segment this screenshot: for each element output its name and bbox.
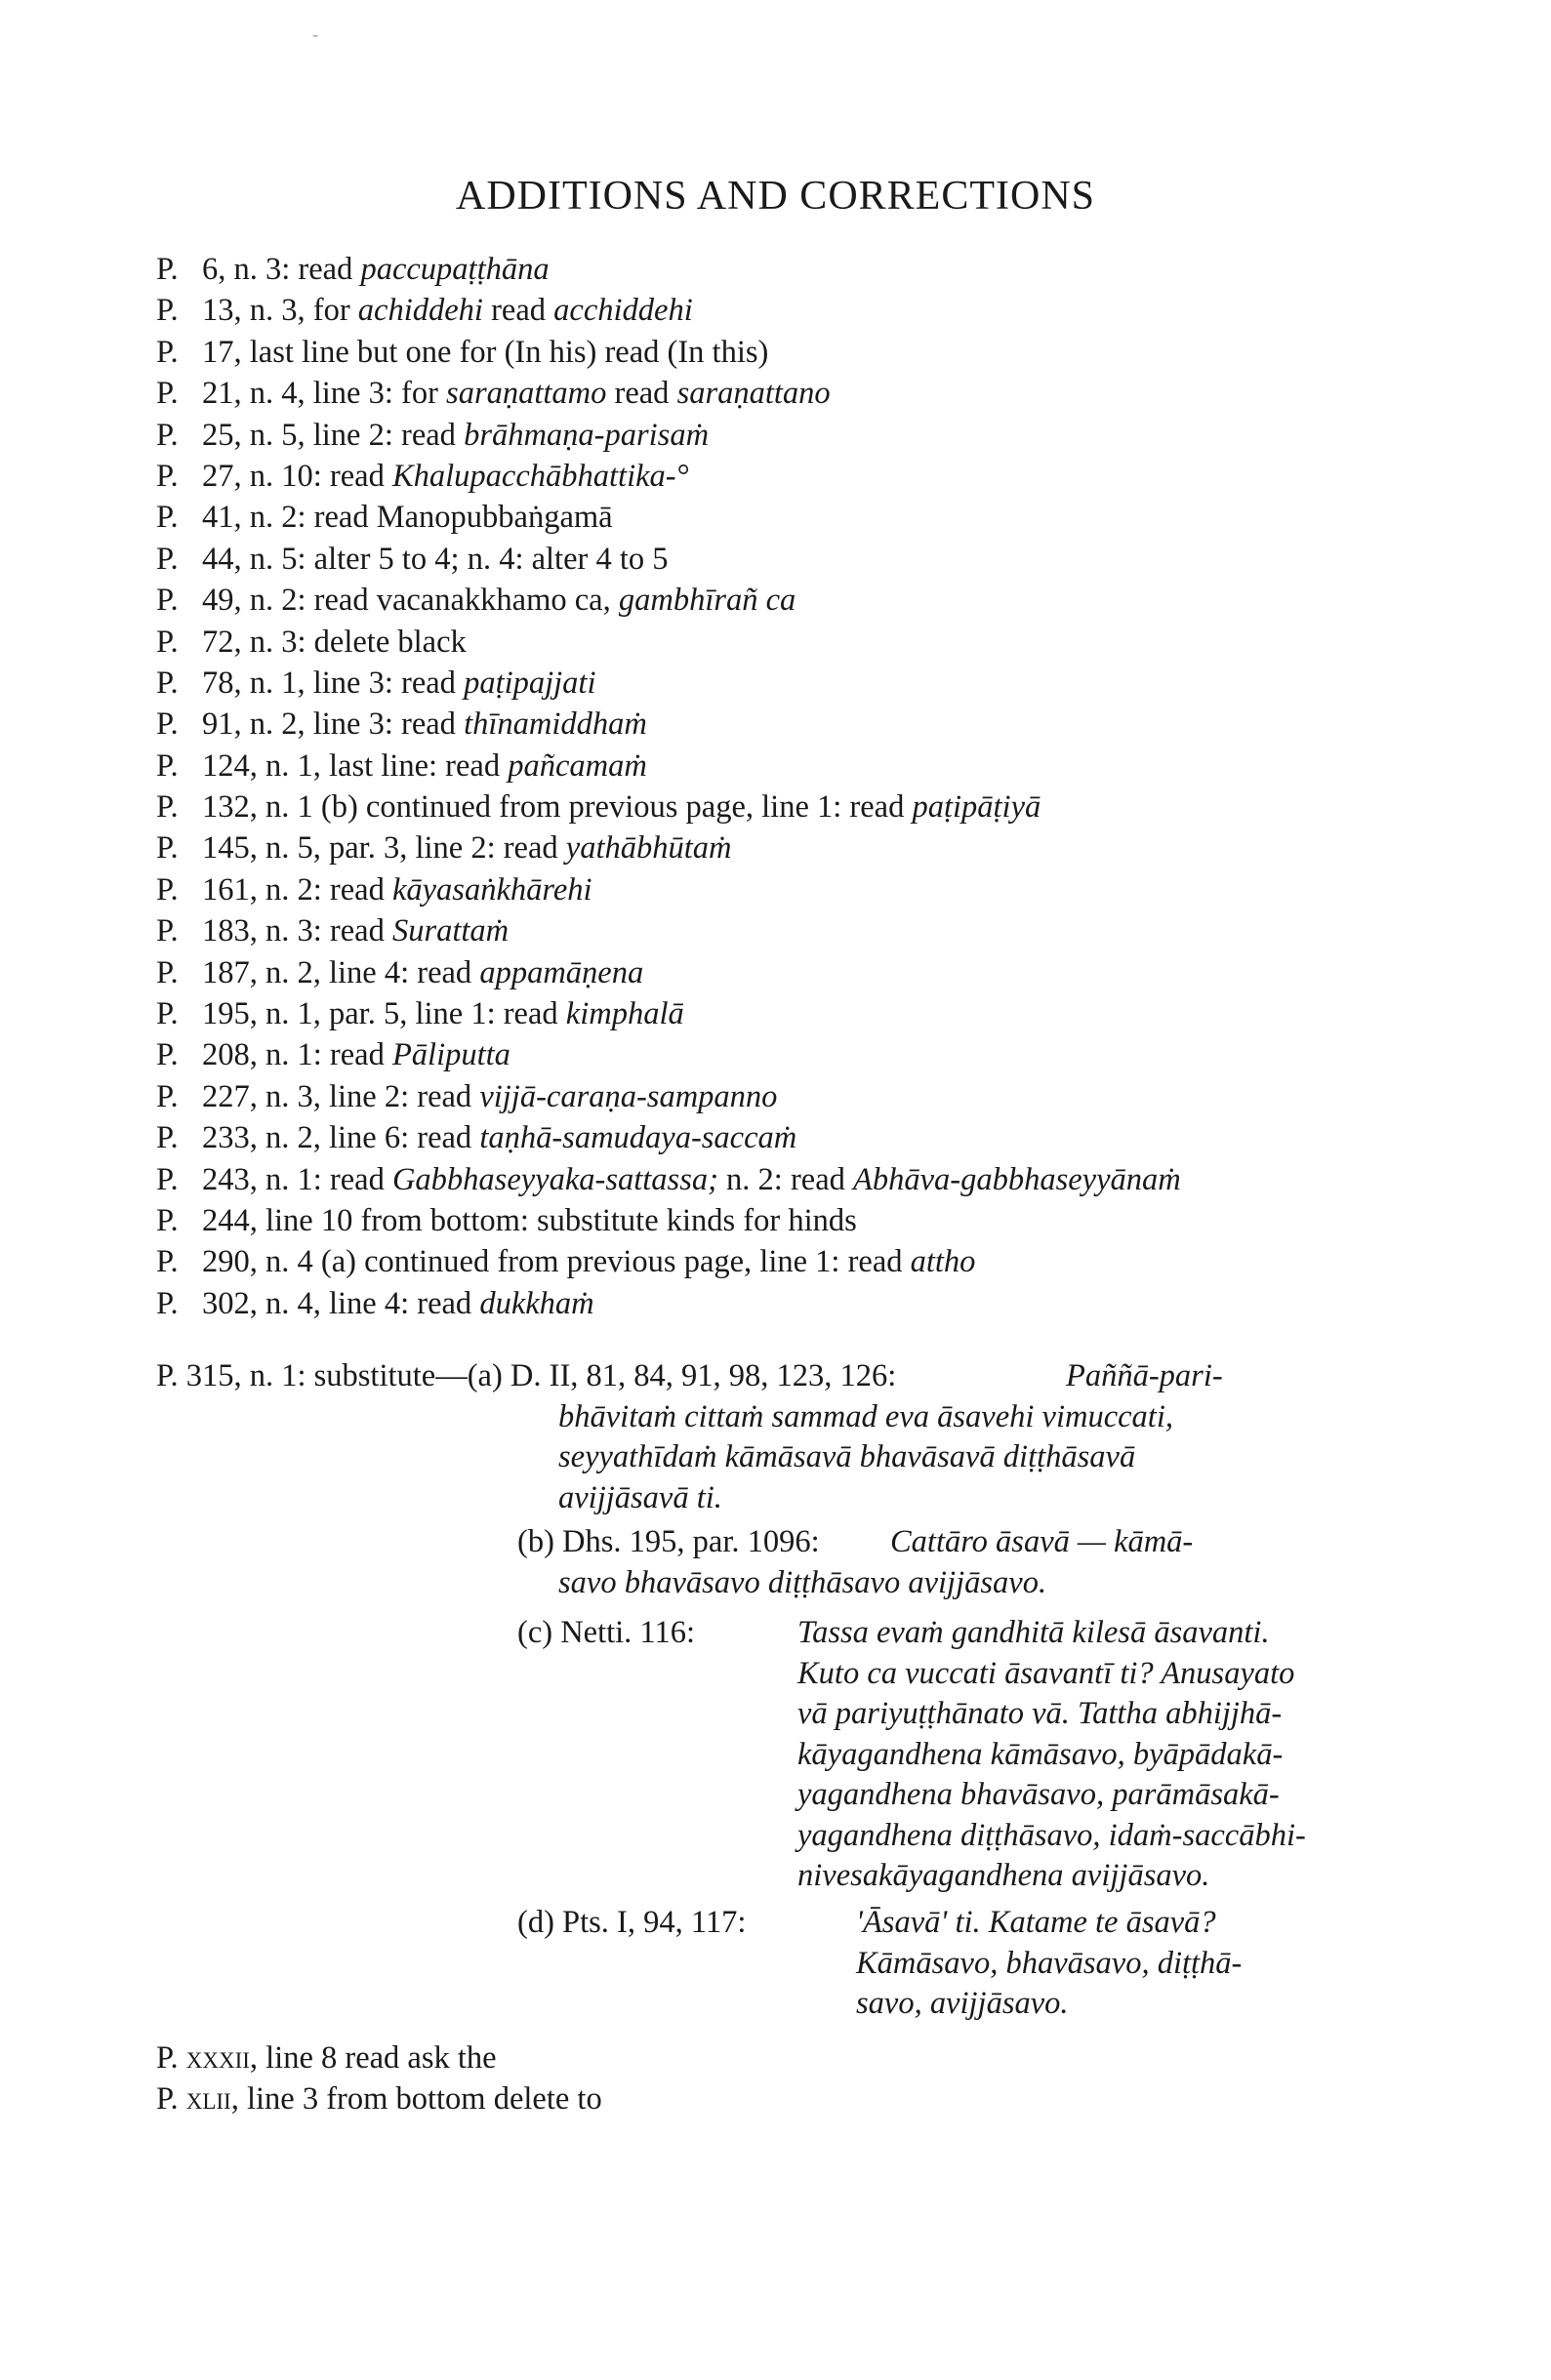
correction-text: 49, n. 2: read vacanakkhamo ca, bbox=[202, 583, 619, 619]
sub-c-body bbox=[558, 1613, 1368, 1897]
page-prefix: P. bbox=[156, 996, 179, 1032]
correction-text: 233, n. 2, line 6: read bbox=[202, 1120, 480, 1156]
correction-entry bbox=[156, 1283, 1376, 1324]
sub-b-ref: Dhs. 195, par. 1096: bbox=[562, 1524, 820, 1559]
page-prefix: P. bbox=[156, 252, 179, 287]
correction-text: 72, n. 3: delete black bbox=[202, 624, 467, 660]
corrections-list bbox=[156, 249, 1376, 1324]
quote-line: nivesakāyagandhena avijjāsavo. bbox=[797, 1858, 1210, 1893]
correction-text: 290, n. 4 (a) continued from previous page, line 1: read bbox=[202, 1244, 911, 1280]
footer-line-2: P. xlii, line 3 from bottom delete to bbox=[156, 2081, 602, 2117]
page-prefix: P. bbox=[156, 1202, 179, 1238]
correction-entry bbox=[156, 539, 1376, 580]
correction-text: 183, n. 3: read bbox=[202, 913, 392, 949]
quote-line: Cattāro āsavā — kāmā- bbox=[890, 1524, 1194, 1559]
correction-term-2: Abhāva-gabbhaseyyānaṁ bbox=[853, 1161, 1181, 1197]
quote-line: bhāvitaṁ cittaṁ sammad eva āsavehi vimuccati, bbox=[558, 1398, 1173, 1434]
sub-d-ref: Pts. I, 94, 117: bbox=[562, 1905, 747, 1940]
correction-entry bbox=[156, 663, 1376, 704]
correction-text: 243, n. 1: read bbox=[202, 1161, 392, 1197]
correction-term: Pāliputta bbox=[391, 1037, 510, 1073]
correction-text: 132, n. 1 (b) continued from previous page, line 1: read bbox=[202, 789, 913, 826]
quote-line: yagandhena bhavāsavo, parāmāsakā- bbox=[797, 1777, 1280, 1812]
quote-line: 'Āsavā' ti. Katame te āsavā? bbox=[856, 1905, 1216, 1940]
quote-line: yagandhena diṭṭhāsavo, idaṁ-saccābhi- bbox=[797, 1817, 1306, 1853]
correction-text: 244, line 10 from bottom: substitute kinds for hinds bbox=[202, 1202, 857, 1238]
correction-entry bbox=[156, 456, 1376, 497]
correction-text: 145, n. 5, par. 3, line 2: read bbox=[202, 830, 566, 867]
sub-a-label: (a) bbox=[467, 1358, 503, 1393]
page-prefix: P. bbox=[156, 747, 179, 784]
correction-entry bbox=[156, 415, 1376, 456]
correction-term: saraṇattamo bbox=[446, 376, 607, 412]
quote-line: avijjāsavā ti. bbox=[558, 1479, 722, 1515]
sub-c-label: (c) Netti. 116: bbox=[517, 1615, 696, 1650]
correction-text: 187, n. 2, line 4: read bbox=[202, 954, 480, 990]
correction-term: paṭipāṭiyā bbox=[912, 789, 1041, 826]
sub-a-ref: D. II, 81, 84, 91, 98, 123, 126: bbox=[510, 1358, 897, 1393]
page-title: ADDITIONS AND CORRECTIONS bbox=[455, 174, 1096, 219]
page-prefix: P. bbox=[156, 1244, 179, 1280]
correction-entry bbox=[156, 1076, 1376, 1117]
quote-line: kāyagandhena kāmāsavo, byāpādakā- bbox=[797, 1736, 1284, 1772]
page-prefix: P. bbox=[156, 1078, 179, 1114]
page-prefix: P. bbox=[156, 583, 179, 619]
quote-line: seyyathīdaṁ kāmāsavā bhavāsavā diṭṭhāsavā bbox=[558, 1439, 1136, 1474]
page-prefix: P. bbox=[156, 1037, 179, 1073]
page-prefix: P. bbox=[156, 293, 179, 329]
quote-line: savo bhavāsavo diṭṭhāsavo avijjāsavo. bbox=[558, 1564, 1047, 1600]
roman-page: xlii bbox=[185, 2081, 231, 2117]
correction-term: Khalupacchābhattika-° bbox=[391, 458, 689, 494]
page-prefix: P. bbox=[156, 706, 179, 743]
correction-text: 44, n. 5: alter 5 to 4; n. 4: alter 4 to 5 bbox=[202, 541, 669, 577]
correction-text: 6, n. 3: read bbox=[202, 252, 361, 287]
correction-term: paccupaṭṭhāna bbox=[360, 252, 550, 287]
correction-entry bbox=[156, 1034, 1376, 1075]
page-prefix: P. bbox=[156, 417, 179, 453]
quote-line: Kuto ca vuccati āsavantī ti? Anusayato bbox=[797, 1655, 1295, 1691]
correction-entry bbox=[156, 787, 1376, 827]
page-prefix: P. bbox=[156, 541, 179, 577]
correction-text: 13, n. 3, for bbox=[202, 293, 358, 329]
correction-entry bbox=[156, 497, 1376, 538]
page-prefix: P. bbox=[156, 1285, 179, 1321]
correction-entry bbox=[156, 952, 1376, 993]
correction-entry bbox=[156, 1159, 1376, 1200]
correction-entry bbox=[156, 1200, 1376, 1241]
page-prefix: P. bbox=[156, 376, 179, 412]
page-prefix: P. bbox=[156, 954, 179, 990]
page-prefix: P. bbox=[156, 830, 179, 867]
correction-text: 124, n. 1, last line: read bbox=[202, 747, 509, 784]
correction-term: brāhmaṇa-parisaṁ bbox=[464, 417, 710, 453]
correction-entry bbox=[156, 622, 1376, 663]
correction-text: 27, n. 10: read bbox=[202, 458, 392, 494]
entry-p315-lead-text: P. 315, n. 1: substitute— bbox=[156, 1358, 468, 1393]
quote-line: Paññā-pari- bbox=[1066, 1358, 1223, 1393]
correction-entry bbox=[156, 910, 1376, 951]
quote-line: savo, avijjāsavo. bbox=[856, 1986, 1069, 2021]
page-prefix: P. bbox=[156, 913, 179, 949]
correction-term: dukkhaṁ bbox=[479, 1285, 594, 1321]
page-prefix: P. bbox=[156, 334, 179, 370]
page-prefix: P. bbox=[156, 500, 179, 536]
sub-d-body bbox=[558, 1903, 1368, 2025]
correction-text: 227, n. 3, line 2: read bbox=[202, 1078, 480, 1114]
quote-line: Tassa evaṁ gandhitā kilesā āsavanti. bbox=[797, 1615, 1270, 1650]
correction-entry bbox=[156, 704, 1376, 745]
correction-text: 78, n. 1, line 3: read bbox=[202, 665, 465, 701]
sub-c-ref: Netti. 116: bbox=[560, 1615, 696, 1650]
quote-line: Kāmāsavo, bhavāsavo, diṭṭhā- bbox=[856, 1945, 1243, 1981]
correction-text: 21, n. 4, line 3: for bbox=[202, 376, 447, 412]
page-prefix: P. bbox=[156, 1120, 179, 1156]
correction-text: 208, n. 1: read bbox=[202, 1037, 392, 1073]
correction-entry bbox=[156, 1241, 1376, 1282]
correction-entry bbox=[156, 827, 1376, 868]
correction-term-2: acchiddehi bbox=[553, 293, 693, 329]
correction-term: gambhīrañ ca bbox=[618, 583, 796, 619]
sub-b-body bbox=[558, 1522, 1368, 1603]
correction-term: pañcamaṁ bbox=[508, 747, 647, 784]
sub-d-label: (d) Pts. I, 94, 117: bbox=[517, 1905, 747, 1940]
sub-a-body bbox=[558, 1356, 1368, 1518]
correction-text: 195, n. 1, par. 5, line 1: read bbox=[202, 996, 566, 1032]
correction-text: 91, n. 2, line 3: read bbox=[202, 706, 465, 743]
correction-text: 41, n. 2: read Manopubbaṅgamā bbox=[202, 500, 613, 536]
correction-term: paṭipajjati bbox=[464, 665, 596, 701]
correction-entry bbox=[156, 1117, 1376, 1158]
correction-text: 161, n. 2: read bbox=[202, 871, 392, 908]
correction-term: vijjā-caraṇa-sampanno bbox=[479, 1078, 778, 1114]
correction-entry bbox=[156, 373, 1376, 414]
correction-entry bbox=[156, 249, 1376, 290]
roman-page: xxxii bbox=[185, 2040, 250, 2076]
correction-entry bbox=[156, 993, 1376, 1034]
correction-term: attho bbox=[910, 1244, 976, 1280]
correction-term: kāyasaṅkhārehi bbox=[391, 871, 592, 908]
footer-line-1: P. xxxii, line 8 read ask the bbox=[156, 2040, 497, 2076]
correction-term: achiddehi bbox=[357, 293, 483, 329]
sub-b-label: (b) Dhs. 195, par. 1096: bbox=[517, 1524, 820, 1559]
page-prefix: P. bbox=[156, 871, 179, 908]
page-prefix: P. bbox=[156, 665, 179, 701]
correction-entry bbox=[156, 580, 1376, 621]
page-prefix: P. bbox=[156, 624, 179, 660]
correction-text-rest: read bbox=[606, 376, 677, 412]
correction-entry bbox=[156, 869, 1376, 910]
correction-entry bbox=[156, 746, 1376, 787]
correction-text: 302, n. 4, line 4: read bbox=[202, 1285, 480, 1321]
correction-term-2: saraṇattano bbox=[676, 376, 831, 412]
correction-term: yathābhūtaṁ bbox=[565, 830, 732, 867]
page-prefix: P. bbox=[156, 1161, 179, 1197]
correction-text: 17, last line but one for (In his) read (In this) bbox=[202, 334, 769, 370]
correction-term: appamāṇena bbox=[479, 954, 644, 990]
correction-term: Gabbhaseyyaka-sattassa; bbox=[391, 1161, 718, 1197]
page-prefix: P. bbox=[156, 789, 179, 826]
correction-term: thīnamiddhaṁ bbox=[464, 706, 647, 743]
scan-mark: - bbox=[312, 24, 318, 44]
correction-entry bbox=[156, 332, 1376, 373]
page-prefix: P. bbox=[156, 458, 179, 494]
correction-term: taṇhā-samudaya-saccaṁ bbox=[479, 1120, 797, 1156]
correction-text-rest: n. 2: read bbox=[717, 1161, 853, 1197]
correction-text-rest: read bbox=[482, 293, 554, 329]
correction-term: kimphalā bbox=[565, 996, 684, 1032]
correction-text: 25, n. 5, line 2: read bbox=[202, 417, 465, 453]
correction-term: Surattaṁ bbox=[391, 913, 510, 949]
quote-line: vā pariyuṭṭhānato vā. Tattha abhijjhā- bbox=[797, 1696, 1283, 1731]
correction-entry bbox=[156, 290, 1376, 331]
